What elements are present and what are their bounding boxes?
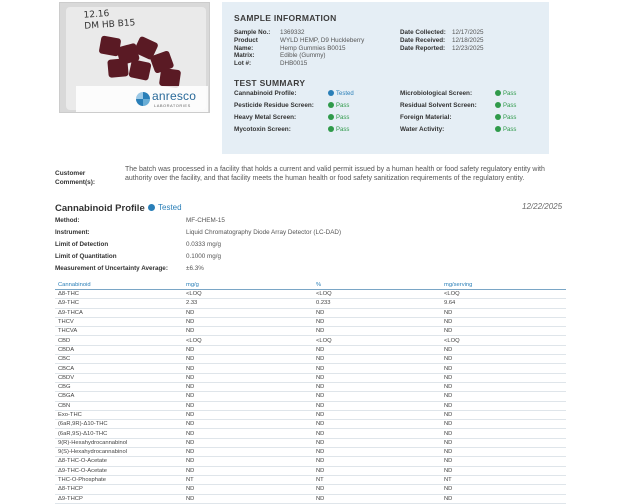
table-cell: ND [441,438,566,447]
table-cell: CBCA [55,364,183,373]
table-row [55,364,566,373]
pass-check-icon [328,114,334,120]
table-header-row [55,281,566,290]
test-summary-key: Water Activity: [400,126,445,133]
table-row [55,420,566,429]
table-cell: ND [441,457,566,466]
table-cell: CBN [55,401,183,410]
test-summary-status [495,102,516,109]
table-row [55,392,566,401]
table-cell: ND [313,429,441,438]
table-cell: ND [183,401,313,410]
table-cell: CBG [55,382,183,391]
gummy [128,59,151,81]
table-row [55,448,566,457]
test-summary-status-text: Pass [336,103,350,109]
sample-info-key: Date Reported: [400,44,446,52]
table-column-header: Cannabinoid [55,281,183,290]
table-cell: 9(S)-Hexahydrocannabinol [55,448,183,457]
gummy [107,58,128,78]
table-cell: <LOQ [183,336,313,345]
sample-info-panel [222,2,549,154]
sample-bag-label-line1: 12.16 [83,9,110,21]
test-summary-key: Pesticide Residue Screen: [234,102,314,109]
table-body [55,290,566,504]
table-cell: ND [313,448,441,457]
table-cell: ND [441,410,566,419]
table-cell: <LOQ [313,290,441,299]
sample-info-heading: SAMPLE INFORMATION [234,13,337,23]
method-value: Liquid Chromatography Diode Array Detector (LC-DAD) [186,229,342,236]
table-cell: <LOQ [441,336,566,345]
table-cell: ND [441,373,566,382]
method-key: Limit of Quantitation [55,253,117,260]
sample-info-value: DHB0015 [280,60,308,68]
table-cell: CBDA [55,345,183,354]
test-summary-key: Microbiological Screen: [400,90,473,97]
table-column-header: mg/g [183,281,313,290]
table-cell: ND [183,438,313,447]
logo-sub: LABORATORIES [154,103,191,108]
table-cell: (6aR,9S)-Δ10-THC [55,429,183,438]
pass-check-icon [495,126,501,132]
table-cell: ND [313,494,441,503]
table-cell: Exo-THC [55,410,183,419]
table-cell: ND [183,308,313,317]
table-cell: Δ8-THC-O-Acetate [55,457,183,466]
table-row [55,466,566,475]
method-key: Limit of Detection [55,241,109,248]
test-summary-key: Residual Solvent Screen: [400,102,477,109]
sample-info-row [234,45,364,53]
method-key: Measurement of Uncertainty Average: [55,265,168,272]
cannabinoid-profile-title: Cannabinoid Profile [55,203,145,214]
table-cell: ND [441,485,566,494]
table-cell: ND [183,457,313,466]
table-cell: ND [313,401,441,410]
sample-info-key: Name: [234,44,254,52]
logo-mark-icon [136,92,150,106]
table-cell: 2.33 [183,299,313,308]
table-cell: ND [183,364,313,373]
customer-comment-label-line2: Comment(s): [55,179,96,186]
test-summary-status-text: Pass [503,115,517,121]
table-cell: ND [313,355,441,364]
table-cell: ND [313,373,441,382]
test-summary-status [495,114,516,121]
customer-comment-label [55,169,95,187]
table-cell: ND [313,392,441,401]
table-cell: 9.64 [441,299,566,308]
table-cell: Δ9-THCA [55,308,183,317]
table-cell: ND [313,382,441,391]
sample-info-right [400,29,484,52]
table-row [55,317,566,326]
sample-info-row [234,60,364,68]
table-cell: <LOQ [441,290,566,299]
table-cell: THCV [55,317,183,326]
sample-info-left [234,29,364,68]
table-row [55,299,566,308]
table-cell: CBC [55,355,183,364]
sample-bag-label [83,7,135,33]
table-row [55,401,566,410]
table-cell: ND [441,355,566,364]
table-row [55,290,566,299]
sample-info-value: 12/17/2025 [452,29,484,36]
table-cell: ND [183,327,313,336]
table-cell: <LOQ [313,336,441,345]
table-cell: ND [441,392,566,401]
customer-comment-label-line1: Customer [55,170,86,177]
test-summary-status-text: Pass [503,103,517,109]
test-summary-status [328,102,349,109]
sample-info-row [400,45,484,53]
table-cell: ND [183,355,313,364]
table-cell: ND [183,410,313,419]
table-cell: THC-O-Phosphate [55,475,183,484]
method-key: Method: [55,217,80,224]
table-cell: ND [313,410,441,419]
table-cell: ND [313,327,441,336]
table-cell: ND [183,373,313,382]
table-cell: (6aR,9R)-Δ10-THC [55,420,183,429]
table-cell: ND [441,345,566,354]
table-cell: ND [183,448,313,457]
method-value: 0.1000 mg/g [186,253,222,260]
method-value: 0.0333 mg/g [186,241,222,248]
table-row [55,373,566,382]
sample-info-row [234,52,364,60]
table-row [55,355,566,364]
test-summary-status [328,90,354,97]
table-row [55,308,566,317]
table-cell: ND [313,457,441,466]
sample-info-key: Product [234,36,258,44]
test-summary-status [495,90,516,97]
sample-bag-label-line2: DM HB B15 [84,18,136,32]
table-cell: ND [441,317,566,326]
sample-info-row [400,29,484,37]
table-cell: ND [441,364,566,373]
table-cell: CBGA [55,392,183,401]
table-cell: Δ8-THCP [55,485,183,494]
table-cell: ND [441,448,566,457]
table-cell: ND [441,382,566,391]
cannabinoid-table [55,281,566,504]
test-summary-key: Mycotoxin Screen: [234,126,291,133]
sample-info-value: Hemp Gummies B0015 [280,44,346,52]
customer-comment-text: The batch was processed in a facility that holds a current and valid permit issued by a human health or food safety regulatory entity with authority over the facility, and that facility meets the human health or food safety sanitization requirements of the regulatory entity. [125,166,545,182]
method-value: MF-CHEM-15 [186,217,225,224]
cannabinoid-profile-date: 12/22/2025 [522,202,563,211]
table-cell: ND [183,485,313,494]
tested-check-icon [148,204,155,211]
test-summary-status-text: Pass [503,127,517,133]
table-cell: ND [441,308,566,317]
table-row [55,494,566,503]
table-cell: ND [441,466,566,475]
sample-info-value: 12/18/2025 [452,36,484,44]
test-summary-status-text: Pass [503,91,517,97]
table-cell: ND [313,485,441,494]
table-cell: CBD [55,336,183,345]
table-column-header: mg/serving [441,281,566,290]
table-cell: ND [183,317,313,326]
table-cell: ND [313,317,441,326]
table-row [55,382,566,391]
table-cell: ND [183,392,313,401]
table-cell: CBDV [55,373,183,382]
table-cell: Δ9-THC-O-Acetate [55,466,183,475]
table-cell: ND [183,494,313,503]
sample-info-key: Date Collected: [400,29,446,36]
table-cell: NT [441,475,566,484]
table-cell: Δ8-THC [55,290,183,299]
table-row [55,475,566,484]
pass-check-icon [495,102,501,108]
table-cell: ND [313,438,441,447]
sample-info-row [234,29,364,37]
table-cell: ND [441,420,566,429]
table-cell: <LOQ [183,290,313,299]
table-row [55,336,566,345]
sample-info-value: WYLD HEMP, D9 Huckleberry [280,36,365,44]
table-cell: ND [183,429,313,438]
test-summary-key: Foreign Material: [400,114,452,121]
sample-info-row [234,37,364,45]
table-row [55,327,566,336]
test-summary-status [328,126,349,133]
test-summary-heading: TEST SUMMARY [234,78,306,88]
test-summary-status-text: Tested [336,91,354,97]
table-row [55,345,566,354]
table-row [55,438,566,447]
cannabinoid-profile-status [148,203,182,212]
sample-info-key: Sample No.: [234,29,271,36]
table-cell: ND [441,401,566,410]
method-key: Instrument: [55,229,90,236]
sample-info-value: Edible (Gummy) [280,52,326,60]
test-summary-key: Cannabinoid Profile: [234,90,297,97]
table-cell: ND [441,429,566,438]
table-cell: ND [441,327,566,336]
table-row [55,485,566,494]
table-row [55,410,566,419]
pass-check-icon [328,102,334,108]
table-cell: Δ9-THC [55,299,183,308]
logo-name: anresco [152,89,197,103]
test-summary-status-text: Pass [336,115,350,121]
table-cell: ND [313,308,441,317]
table-cell: NT [313,475,441,484]
anresco-logo [76,86,208,112]
test-summary-status [495,126,516,133]
pass-check-icon [495,114,501,120]
sample-info-value: 12/23/2025 [452,44,484,52]
table-cell: Δ9-THCP [55,494,183,503]
table-cell: ND [441,494,566,503]
table-column-header: % [313,281,441,290]
table-cell: ND [313,364,441,373]
table-cell: 9(R)-Hexahydrocannabinol [55,438,183,447]
table-row [55,457,566,466]
table-cell: ND [183,466,313,475]
test-summary-status-text: Pass [336,127,350,133]
table-cell: ND [313,466,441,475]
table-cell: ND [183,420,313,429]
sample-info-row [400,37,484,45]
sample-info-key: Lot #: [234,60,252,68]
cannabinoid-profile-status-text: Tested [158,203,182,212]
table-cell: THCVA [55,327,183,336]
sample-info-key: Matrix: [234,52,255,60]
table-cell: ND [183,345,313,354]
table-cell: ND [313,345,441,354]
test-summary-key: Heavy Metal Screen: [234,114,297,121]
sample-info-value: 1369332 [280,29,305,36]
table-cell: ND [313,420,441,429]
method-value: ±6.3% [186,265,204,272]
table-cell: 0.233 [313,299,441,308]
table-row [55,429,566,438]
tested-check-icon [328,90,334,96]
sample-info-key: Date Received: [400,36,446,44]
table-cell: ND [183,382,313,391]
pass-check-icon [328,126,334,132]
table-cell: NT [183,475,313,484]
pass-check-icon [495,90,501,96]
test-summary-status [328,114,349,121]
